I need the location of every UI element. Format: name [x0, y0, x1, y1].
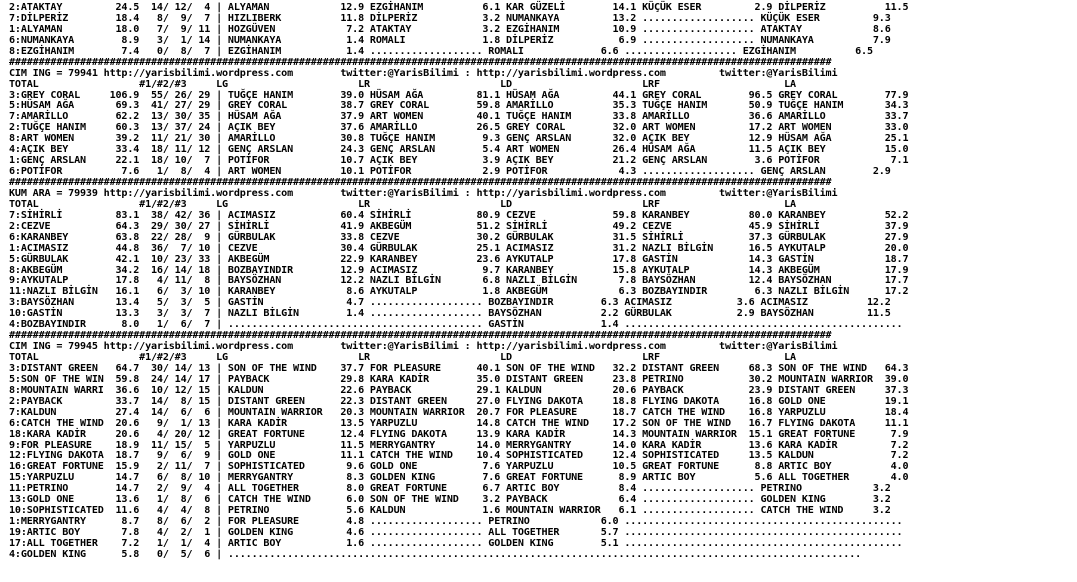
section-header: TOTAL #1/#2/#3 LG LR LD LRF LA — [9, 198, 796, 210]
result-row: 6:NUMANKAYA 8.9 3/ 1/ 14 | NUMANKAYA 1.4 ROMALI 1.8 DİLPERİZ 6.9 ................... NUMANKAYA 7.9 — [9, 34, 891, 46]
result-row: 17:ALL TOGETHER 7.2 1/ 1/ 4 | ARTIC BOY 1.6 ................... GOLDEN KING 5.1 ............................................... — [9, 537, 903, 549]
result-row: 2:TUĞÇE HANIM 60.3 13/ 37/ 24 | AÇIK BEY 37.6 AMARİLLO 26.5 GREY CORAL 32.0 ART WOMEN 17.2 ART WOMEN 33.0 — [9, 122, 909, 134]
result-row: 7:AMARİLLO 62.2 13/ 30/ 35 | HÜSAM AĞA 37.9 ART WOMEN 40.1 TUĞÇE HANIM 33.8 AMARİLLO 36.6 AMARİLLO 33.7 — [9, 111, 909, 123]
result-row: 19:ARTIC BOY 7.8 4/ 2/ 1 | GOLDEN KING 4.6 ................... ALL TOGETHER 5.7 ............................................... — [9, 527, 903, 538]
section-header: CIM ING = 79945 http://yarisbilimi.wordpress.com twitter:@YarisBilimi : http://yarisbilimi.wordpress.com twitter:@YarisBilimi — [9, 341, 838, 353]
result-row: 5:GÜRBULAK 42.1 10/ 23/ 33 | AKBEGÜM 22.9 KARANBEY 23.6 AYKUTALP 17.8 GASTİN 14.3 GASTİN 18.7 — [9, 253, 909, 265]
result-row: 8:EZGİHANIM 7.4 0/ 8/ 7 | EZGİHANIM 1.4 ................... ROMALI 6.6 ................... EZGİHANIM 6.5 — [9, 45, 873, 57]
result-row: 7:SİHİRLİ 83.1 38/ 42/ 36 | ACIMASIZ 60.4 SİHİRLİ 80.9 CEZVE 59.8 KARANBEY 80.0 KARANBEY 52.2 — [9, 209, 909, 221]
result-row: 11:NAZLI BİLGİN 16.1 6/ 3/ 10 | KARANBEY 8.6 AYKUTALP 1.8 AKBEGÜM 6.3 BOZBAYINDIR 6.3 NAZLI BİLGİN 17.2 — [9, 286, 909, 298]
section-header: KUM ARA = 79939 http://yarisbilimi.wordpress.com twitter:@YarisBilimi : http://yarisbilimi.wordpress.com twitter:@YarisBilimi — [9, 187, 838, 199]
section-separator: ########################################################################################################################################### — [9, 330, 832, 342]
section-header: CIM ING = 79941 http://yarisbilimi.wordpress.com twitter:@YarisBilimi : http://yarisbilimi.wordpress.com twitter:@YarisBilimi — [9, 67, 838, 79]
result-row: 8:ART WOMEN 39.2 11/ 21/ 30 | AMARİLLO 30.8 TUĞÇE HANIM 9.3 GENÇ ARSLAN 32.0 AÇIK BEY 12.9 HÜSAM AĞA 25.1 — [9, 133, 909, 145]
result-row: 16:GREAT FORTUNE 15.9 2/ 11/ 7 | SOPHISTICATED 9.6 GOLD ONE 7.6 YARPUZLU 10.5 GREAT FORTUNE 8.8 ARTIC BOY 4.0 — [9, 461, 909, 473]
result-row: 13:GOLD ONE 13.6 1/ 8/ 6 | CATCH THE WIND 6.0 SON OF THE WIND 3.2 PAYBACK 6.4 ................... GOLDEN KING 3.2 — [9, 494, 891, 506]
result-row: 1:ACIMASIZ 44.8 36/ 7/ 10 | CEZVE 30.4 GÜRBULAK 25.1 ACIMASIZ 31.2 NAZLI BİLGİN 16.5 AYKUTALP 20.0 — [9, 242, 909, 254]
result-row: 10:SOPHISTICATED 11.6 4/ 4/ 8 | PETRINO 5.6 KALDUN 1.6 MOUNTAIN WARRIOR 6.1 ................... CATCH THE WIND 3.2 — [9, 505, 891, 517]
result-row: 6:POTİFOR 7.6 1/ 8/ 4 | ART WOMEN 10.1 POTİFOR 2.9 POTİFOR 4.3 ................... GENÇ ARSLAN 2.9 — [9, 166, 891, 178]
section-header: TOTAL #1/#2/#3 LG LR LD LRF LA — [9, 78, 796, 90]
section-separator: ########################################################################################################################################### — [9, 56, 832, 68]
result-row: 11:PETRINO 14.7 2/ 9/ 4 | ALL TOGETHER 8.0 GREAT FORTUNE 6.7 ARTIC BOY 8.4 ................... PETRINO 3.2 — [9, 483, 891, 495]
result-row: 3:DISTANT GREEN 64.7 30/ 14/ 13 | SON OF THE WIND 37.7 FOR PLEASURE 40.1 SON OF THE WIND 32.2 DISTANT GREEN 68.3 SON OF THE WIND 64.3 — [9, 362, 909, 374]
result-row: 3:BAYSÖZHAN 13.4 5/ 3/ 5 | GASTİN 4.7 ................... BOZBAYINDIR 6.3 ACIMASIZ 3.6 ACIMASIZ 12.2 — [9, 297, 891, 309]
result-row: 4:GOLDEN KING 5.8 0/ 5/ 6 | ........................................................................................................... — [9, 548, 862, 560]
section-separator: ########################################################################################################################################### — [9, 177, 832, 188]
result-row: 10:GASTİN 13.3 3/ 3/ 7 | NAZLI BİLGİN 1.4 ................... BAYSÖZHAN 2.2 GÜRBULAK 2.9 BAYSÖZHAN 11.5 — [9, 308, 891, 320]
result-row: 7:KALDUN 27.4 14/ 6/ 6 | MOUNTAIN WARRIOR 20.3 MOUNTAIN WARRIOR 20.7 FOR PLEASURE 18.7 CATCH THE WIND 16.8 YARPUZLU 18.4 — [9, 406, 909, 418]
result-row: 8:MOUNTAIN WARRI 36.6 10/ 12/ 15 | KALDUN 22.6 PAYBACK 29.1 KALDUN 20.6 PAYBACK 23.9 DISTANT GREEN 37.3 — [9, 384, 909, 396]
result-row: 8:AKBEGÜM 34.2 16/ 14/ 18 | BOZBAYINDIR 12.9 ACIMASIZ 9.7 KARANBEY 15.8 AYKUTALP 14.3 AKBEGÜM 17.9 — [9, 264, 909, 276]
section-header: TOTAL #1/#2/#3 LG LR LD LRF LA — [9, 352, 796, 363]
result-row: 9:FOR PLEASURE 18.9 11/ 15/ 5 | YARPUZLU 11.5 MERRYGANTRY 14.0 MERRYGANTRY 14.0 KARA KADİR 13.6 KARA KADİR 7.2 — [9, 439, 909, 451]
result-row: 6:CATCH THE WIND 20.6 9/ 1/ 13 | KARA KADİR 13.5 YARPUZLU 14.8 CATCH THE WIND 17.2 SON OF THE WIND 16.7 FLYING DAKOTA 11.1 — [9, 417, 909, 429]
result-row: 18:KARA KADİR 20.6 4/ 20/ 12 | GREAT FORTUNE 12.4 FLYING DAKOTA 13.9 KARA KADİR 14.3 MOUNTAIN WARRIOR 15.1 GREAT FORTUNE 7.9 — [9, 428, 909, 440]
result-row: 2:ATAKTAY 24.5 14/ 12/ 4 | ALYAMAN 12.9 EZGİHANIM 6.1 KAR GÜZELİ 14.1 KÜÇÜK ESER 2.9 DİLPERİZ 11.5 — [9, 2, 909, 13]
result-row: 5:SON OF THE WIN 59.8 24/ 14/ 17 | PAYBACK 29.8 KARA KADİR 35.0 DISTANT GREEN 23.8 PETRINO 30.2 MOUNTAIN WARRIOR 39.0 — [9, 373, 909, 385]
result-row: 1:ALYAMAN 18.0 7/ 9/ 11 | HOZGÜVEN 7.2 ATAKTAY 3.2 EZGİHANIM 10.9 ................... ATAKTAY 8.6 — [9, 23, 891, 35]
result-row: 2:PAYBACK 33.7 14/ 8/ 15 | DISTANT GREEN 22.3 DISTANT GREEN 27.0 FLYING DAKOTA 18.8 FLYING DAKOTA 16.8 GOLD ONE 19.1 — [9, 395, 909, 407]
result-row: 1:MERRYGANTRY 8.7 8/ 6/ 2 | FOR PLEASURE 4.8 ................... PETRINO 6.0 ............................................... — [9, 516, 903, 528]
result-row: 1:GENÇ ARSLAN 22.1 18/ 10/ 7 | POTİFOR 10.7 AÇIK BEY 3.9 AÇIK BEY 21.2 GENÇ ARSLAN 3.6 POTİFOR 7.1 — [9, 155, 909, 167]
result-row: 12:FLYING DAKOTA 18.7 9/ 6/ 9 | GOLD ONE 11.1 CATCH THE WIND 10.4 SOPHISTICATED 12.4 SOPHISTICATED 13.5 KALDUN 7.2 — [9, 450, 909, 462]
result-row: 7:DİLPERİZ 18.4 8/ 9/ 7 | HIZLIBERK 11.8 DİLPERİZ 3.2 NUMANKAYA 13.2 ................... KÜÇÜK ESER 9.3 — [9, 12, 891, 24]
result-row: 3:GREY CORAL 106.9 55/ 26/ 29 | TUĞÇE HANIM 39.0 HÜSAM AĞA 81.1 HÜSAM AĞA 44.1 GREY CORAL 96.5 GREY CORAL 77.9 — [9, 89, 909, 101]
result-row: 5:HÜSAM AĞA 69.3 41/ 27/ 29 | GREY CORAL 38.7 GREY CORAL 59.8 AMARİLLO 35.3 TUĞÇE HANIM 50.9 TUĞÇE HANIM 34.3 — [9, 100, 909, 112]
result-row: 4:BOZBAYINDIR 8.0 1/ 6/ 7 | ........................................... GASTİN 1.4 ............................................... — [9, 319, 903, 331]
result-row: 6:KARANBEY 63.8 22/ 28/ 9 | GÜRBULAK 33.8 CEZVE 30.2 GÜRBULAK 31.5 SİHİRLİ 37.3 GÜRBULAK 27.9 — [9, 231, 909, 243]
result-row: 9:AYKUTALP 17.8 4/ 11/ 8 | BAYSÖZHAN 12.2 NAZLI BİLGİN 6.8 NAZLI BİLGİN 7.8 BAYSÖZHAN 12.4 BAYSÖZHAN 17.7 — [9, 275, 909, 287]
result-row: 4:AÇIK BEY 33.4 18/ 11/ 12 | GENÇ ARSLAN 24.3 GENÇ ARSLAN 5.4 ART WOMEN 26.4 HÜSAM AĞA 11.5 AÇIK BEY 15.0 — [9, 144, 909, 156]
result-row: 2:CEZVE 64.3 29/ 30/ 27 | SİHİRLİ 41.9 AKBEGÜM 51.2 SİHİRLİ 49.2 CEZVE 45.9 SİHİRLİ 37.9 — [9, 220, 909, 232]
result-row: 15:YARPUZLU 14.7 6/ 8/ 10 | MERRYGANTRY 8.3 GOLDEN KING 7.6 GREAT FORTUNE 8.9 ARTIC BOY 5.6 ALL TOGETHER 4.0 — [9, 472, 909, 484]
